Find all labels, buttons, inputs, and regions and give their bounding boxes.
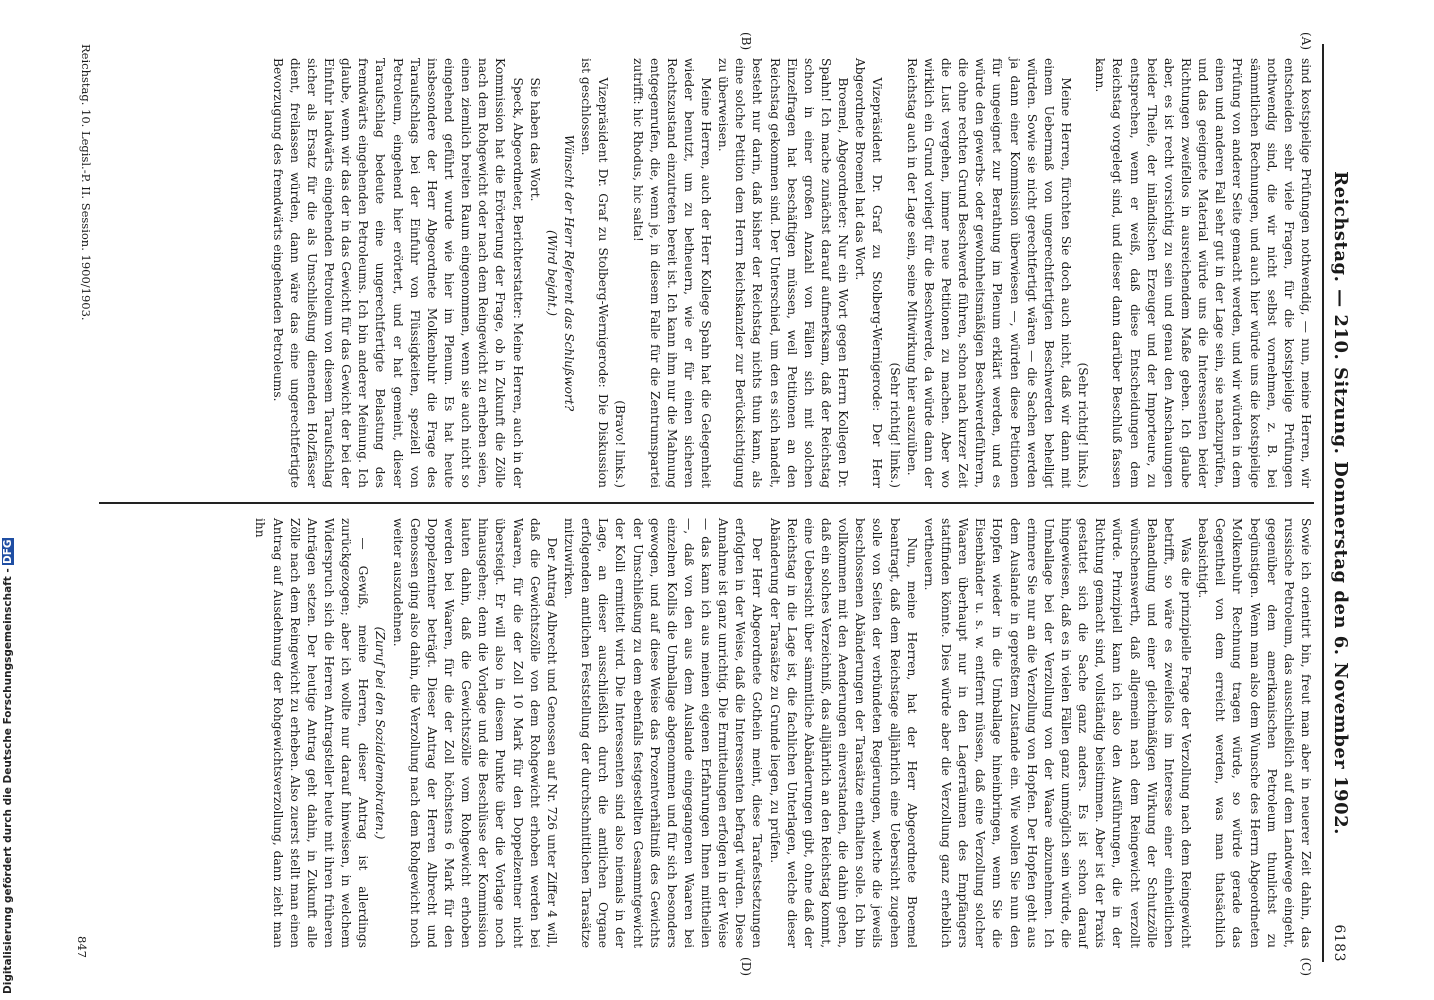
sheet-number: 847	[75, 936, 89, 958]
interjection: (Wird bejaht.)	[544, 230, 559, 316]
text-columns	[99, 32, 1314, 976]
paragraph: Sie haben das Wort.	[527, 77, 542, 202]
paragraph: Meine Herren, auch der Herr Kollege Spahn hat die Gelegenheit wieder benutzt, um zu betheuern, wie er für einen sicheren Rechtszustand einzutreten bereit ist. Ich kann ihm nur die Mahnung entgegenrufen, die, wenn je, in diesem Falle für die Zentrumspartei zutrifft: hic Rhodus, hic salta!	[630, 58, 714, 488]
newspaper-page	[67, 10, 1367, 990]
paragraph: Broemel, Abgeordneter: Nur ein Wort gegen Herrn Kollegen Dr. Spahn! Ich mache zunächst darauf aufmerksam, daß der Reichstag schon in einer großen Anzahl von Fällen sich mit solchen Einzelfragen hat beschäftigen müssen, weil Petitionen an den Reichstag gekommen sind. Der Unterschied, um den es sich handelt, besteht nur darin, daß bisher der Reichstag nichts thun kann, als eine solche Petition dem Herrn Reichskanzler zur Berücksichtigung zu überweisen.	[716, 58, 851, 488]
paragraph: Nun, meine Herren, hat der Herr Abgeordnete Broemel beantragt, daß dem Reichstage alljährlich eine Uebersicht zugehen solle von Seiten der verbündeten Regierungen, welche die jeweils beschlossenen Abänderungen der Tarasätze enthalten solle. Ich bin vollkommen mit den Aenderungen einverstanden, die dahin gehen, daß ein solches Verzeichniß, das alljährlich an den Reichstag kommt, eine Uebersicht über sämmtliche Abänderungen gibt, ohne daß der Reichstag in die Lage ist, die fachlichen Unterlagen, welche dieser Abänderung der Tarasätze zu Grunde liegen, zu prüfen.	[767, 518, 919, 948]
digitization-text: Digitalisierung gefördert durch die Deutsche Forschungsgemeinschaft -	[2, 568, 14, 994]
digitization-note	[2, 394, 16, 994]
president-speech: Vizepräsident Dr. Graf zu Stolberg-Wernigerode: Der Herr Abgeordnete Broemel hat das Wort.	[853, 58, 885, 488]
interjection: (Zuruf bei den Sozialdemokraten.)	[373, 626, 388, 840]
marker-b: (B)	[739, 32, 753, 51]
marker-c: (C)	[1299, 957, 1313, 976]
dfg-logo: DFG	[2, 539, 14, 564]
interjection: (Bravo! links.)	[613, 400, 628, 488]
president-question: Wünscht der Herr Referent das Schlußwort?	[561, 134, 576, 412]
page-header	[1322, 44, 1351, 962]
marker-d: (D)	[739, 957, 753, 976]
paragraph: Was die prinzipielle Frage der Verzollung nach dem Reingewicht betrifft, so wäre es zweifellos im Interesse einer einheitlichen Behandlung und einer gleichmäßigen Wirkung der Schutzzölle wünschenswerth, daß allgemein nach dem Reingewicht verzollt würde. Prinzipiell kann ich also den Ausführungen, die in der Richtung gemacht sind, vollständig beistimmen. Aber ist der Praxis gestattet sich die Sache ganz anders. Es ist schon darauf hingewiesen, daß es in vielen Fällen ganz unmöglich sein würde, die Umballage bei der Verzollung von der Waare abzunehmen. Ich erinnere Sie nur an die Verzollung von Hopfen. Der Hopfen geht aus dem Auslande in gepreßtem Zustande ein. Wie wollen Sie nun den Hopfen wieder in die Umballage hineinbringen, wenn Sie die Eisenbänder u. s. w. entfernt müssen, daß eine Verzollung solcher Waaren überhaupt nur in den Lagerräumen des Empfängers stattfinden könnte. Dies würde aber die Verzollung ganz erheblich vertheuern.	[921, 518, 1194, 948]
paragraph: Meine Herren, fürchten Sie doch auch nicht, daß wir dann mit einem Uebermaß von ungerechtfertigten Beschwerden behelligt würden. Sowie sie nicht gerechtfertigt wären — die Sachen werden ja dann einer Kommission überwiesen —, würden diese Petitionen für ungeeignet zur Berathung im Plenum erklärt werden, und es würde den gewerbs- oder gewohnheitsmäßigen Beschwerdeführern, die ohne rechten Grund Beschwerde führen, schon nach kurzer Zeit die Lust vergehen, immer neue Petitionen zu machen. Aber wo wirklich ein Grund vorliegt für die Beschwerde, da würde dann der Reichstag auch in der Lage sein, seine Mitwirkung hier auszuüben.	[904, 58, 1074, 488]
page-title: Reichstag. — 210. Sitzung. Donnerstag den 6. November 1902.	[1330, 171, 1351, 835]
paragraph: Der Antrag Albrecht und Genossen auf Nr. 726 unter Ziffer 4 will, daß die Gewichtszölle von dem Rohgewicht erhoben werden bei Waaren, für die der Zoll 10 Mark für den Doppelzentner nicht übersteigt. Er will also in diesem Punkte über die Vorlage noch hinausgehen; denn die Vorlage und die Beschlüsse der Kommission lauten dahin, daß die Gewichtszölle vom Rohgewicht erhoben werden bei Waaren, für die der Zoll höchstens 6 Mark für den Doppelzentner beträgt. Dieser Antrag der Herren Albrecht und Genossen ging also dahin, die Verzollung nach dem Rohgewicht noch weiter auszudehnen.	[390, 518, 559, 948]
page-footer	[79, 44, 93, 962]
page-number: 6183	[1331, 924, 1347, 962]
interjection: (Sehr richtig! links.)	[1076, 362, 1091, 488]
paragraph: — Gewiß, meine Herren, dieser Antrag ist allerdings zurückgezogen; aber ich wollte nur darauf hinweisen, in welchem Widerspruch sich die Herren Antragsteller heute mit ihren früheren Anträgen setzen. Der heutige Antrag geht dahin, in Zukunft alle Zölle nach dem Reingewicht zu erheben. Also zuerst stellt man einen Antrag auf Ausdehnung der Rohgewichtsverzollung, dann zieht man ihn	[253, 518, 371, 948]
interjection: (Sehr richtig! links.)	[887, 362, 902, 488]
right-column	[99, 504, 1314, 976]
paragraph: Der Herr Abgeordnete Gothein meint, diese Tarafestsetzungen erfolgten in der Weise, daß die Interessenten befragt würden. Diese Annahme ist ganz unrichtig. Die Ermittelungen erfolgen in der Weise — das kann ich aus meinen eigenen Erfahrungen Ihnen mittheilen —, daß von den aus dem Auslande eingegangenen Waaren bei einzelnen Kollis die Umballage abgenommen und für sich besonders gewogen, und auf diese Weise das Prozentverhältniß des Gewichts der Umschließung zu dem ebenfalls festgestellten Gesammtgewicht der Kolli ermittelt wird. Die Interessenten sind also niemals in der Lage, an dieser ausschließlich durch die amtlichen Organe erfolgenden amtlichen Feststellung der durchschnittlichen Tarasätze mitzuwirken.	[561, 518, 765, 948]
paragraph: Sowie ich orientirt bin, freut man aber in neuerer Zeit dahin, das russische Petroleum, das ausschließlich auf dem Landwege eingeht, gegenüber dem amerikanischen Petroleum thunlichst zu begünstigen. Wenn man also dem Wunsche des Herrn Abgeordneten Molkenbuhr Rechnung tragen würde, so würde gerade das Gegentheil von dem erreicht werden, was man thatsächlich beabsichtigt.	[1196, 518, 1313, 948]
paragraph: Speck, Abgeordneter, Berichterstatter: Meine Herren, auch in der Kommission hat die Erörterung der Frage, ob in Zukunft die Zölle nach dem Rohgewicht oder nach dem Reingewicht zu erheben seien, einen ziemlich breiten Raum eingenommen, wenn sie auch nicht so eingehend geführt wurde wie hier im Plenum. Es hat heute insbesondere der Herr Abgeordnete Molkenbuhr die Frage des Taraufschlags bei der Einfuhr von Flüssigkeiten, speziell von Petroleum, eingehend hier erörtert, und er hat gemeint, dieser Taraufschlag bedeute eine ungerechtfertigte Belastung des fremdwärts eingehenden Petroleums. Ich bin anderer Meinung. Ich glaube, wenn wir das der in das Gewicht für das Gewicht der bei der Einfuhr landwärts eingehenden Petroleum von diesem Taraufschlag sicher als Ersatz für die als Umschließung dienenden Holzfässer dient, freilassen würden, dann wäre das eine ungerechtfertigte Bevorzugung des fremdwärts eingehenden Petroleums.	[270, 58, 525, 488]
paragraph: sind kostspielige Prüfungen nothwendig, — nun, meine Herren, wir entscheiden sehr viele Fragen, für die kostspielige Prüfungen nothwendig sind, die wir nicht selbst vornehmen, z. B. bei sämmtlichen Rechnungen, und auch hier würde uns die kostspielige Prüfung von anderer Seite gemacht werden, und wir würden in dem einen und anderen Fall sehr gut in der Lage sein, sie nachzuprüfen, und das geeignete Material würde uns die Interessenten beider Richtungen zweifellos in ausreichendem Maße geben. Ich glaube aber, es ist recht vorsichtig zu sein und genau den Anschauungen beider Theile, der inländischen Erzeuger und der Importeure, zu entsprechen, wenn er weiß, daß diese Entscheidungen dem Reichstag vorgelegt sind, und dieser dann darüber Beschluß fassen kann.	[1093, 58, 1313, 488]
marker-a: (A)	[1299, 32, 1313, 51]
president-speech: Vizepräsident Dr. Graf zu Stolberg-Wernigerode: Die Diskussion ist geschlossen.	[579, 58, 611, 488]
left-column	[99, 32, 1314, 502]
footer-source: Reichstag. 10. Legisl.-P. II. Session. 1900/1903.	[79, 44, 93, 321]
